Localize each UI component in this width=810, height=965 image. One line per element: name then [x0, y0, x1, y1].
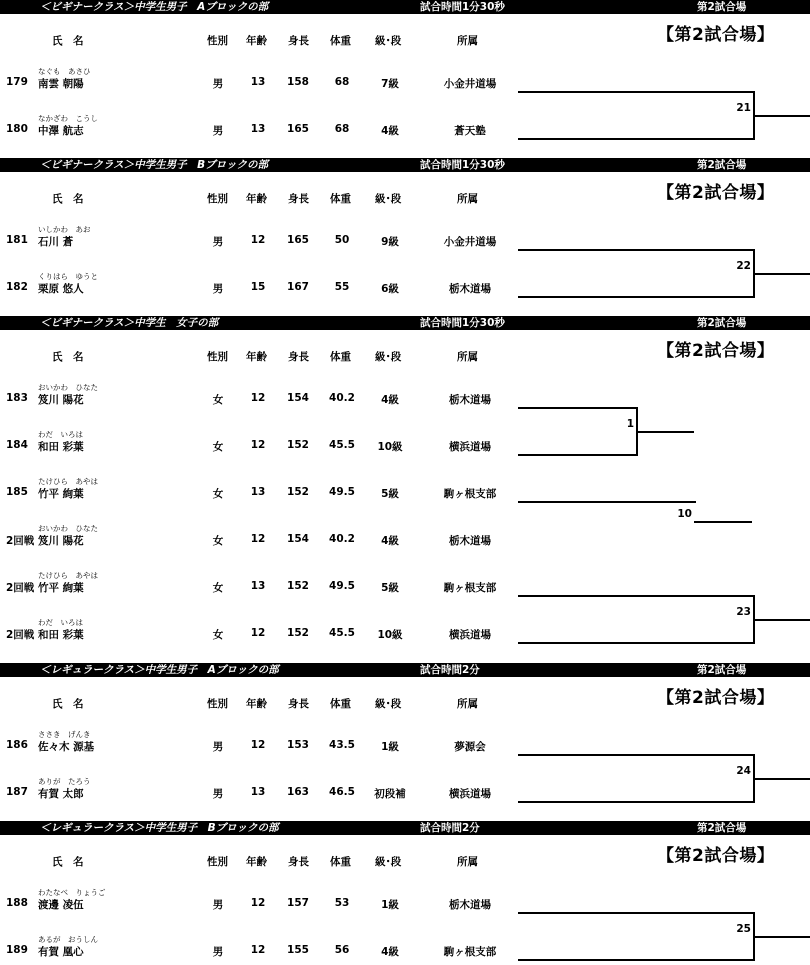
column-header-name: 氏 名	[52, 351, 84, 363]
match-number: 25	[736, 923, 751, 935]
competitor-name: 有賀 凰心	[38, 946, 84, 958]
division-class-label: ＜ビギナークラス＞中学生 女子の部	[40, 317, 219, 329]
match-number: 24	[736, 765, 751, 777]
competitor-rank: 1級	[381, 741, 399, 753]
column-header-name: 氏 名	[52, 856, 84, 868]
column-header-height: 身長	[288, 193, 309, 205]
name-reading: なぐも あさひ	[38, 67, 91, 76]
competitor-name: 竹平 絢葉	[38, 488, 84, 500]
competitor-rank: 10級	[377, 629, 403, 641]
entry-number: 180	[6, 123, 28, 135]
competitor-weight: 46.5	[329, 786, 355, 798]
venue-title: 【第2試合場】	[657, 183, 775, 203]
competitor-age: 12	[250, 739, 266, 751]
competitor-height: 158	[287, 76, 309, 88]
competitor-rank: 4級	[381, 946, 399, 958]
competitor-name: 和田 彩葉	[38, 441, 84, 453]
match-time-label: 試合時間1分30秒	[420, 159, 505, 171]
name-reading: あるが おうしん	[38, 935, 98, 944]
column-header-age: 年齢	[246, 698, 267, 710]
division-class-label: ＜レギュラークラス＞中学生男子 Aブロックの部	[40, 664, 279, 676]
competitor-weight: 40.2	[329, 533, 355, 545]
competitor-age: 13	[250, 123, 266, 135]
competitor-gender: 女	[212, 582, 224, 594]
arena-label: 第2試合場	[697, 822, 747, 834]
bracket-line	[518, 595, 755, 597]
bracket-line	[753, 778, 810, 780]
bracket-line	[518, 138, 755, 140]
division-header-bar	[0, 663, 810, 677]
entry-number: 187	[6, 786, 28, 798]
division-header-bar	[0, 821, 810, 835]
competitor-rank: 初段補	[374, 788, 406, 800]
venue-title: 【第2試合場】	[657, 846, 775, 866]
column-header-gender: 性別	[207, 35, 228, 47]
competitor-weight: 68	[334, 123, 350, 135]
competitor-height: 165	[287, 123, 309, 135]
competitor-height: 153	[287, 739, 309, 751]
column-header-name: 氏 名	[52, 193, 84, 205]
competitor-height: 152	[287, 580, 309, 592]
competitor-name: 栗原 悠人	[38, 283, 84, 295]
competitor-rank: 5級	[381, 582, 399, 594]
column-header-affiliation: 所属	[457, 351, 478, 363]
arena-label: 第2試合場	[697, 664, 747, 676]
competitor-age: 15	[250, 281, 266, 293]
entry-number: 2回戦	[6, 535, 35, 547]
match-time-label: 試合時間2分	[420, 822, 480, 834]
competitor-height: 152	[287, 627, 309, 639]
competitor-rank: 4級	[381, 125, 399, 137]
competitor-weight: 49.5	[329, 580, 355, 592]
competitor-gender: 女	[212, 629, 224, 641]
column-header-height: 身長	[288, 856, 309, 868]
competitor-age: 12	[250, 627, 266, 639]
competitor-gender: 男	[212, 946, 224, 958]
competitor-name: 佐々木 源基	[38, 741, 95, 753]
column-header-rank: 級･段	[375, 35, 402, 47]
competitor-affiliation: 栃木道場	[449, 394, 491, 406]
competitor-weight: 50	[334, 234, 350, 246]
competitor-age: 12	[250, 533, 266, 545]
competitor-name: 中澤 航志	[38, 125, 84, 137]
competitor-name: 有賀 太郎	[38, 788, 84, 800]
bracket-line	[636, 431, 694, 433]
column-header-age: 年齢	[246, 351, 267, 363]
match-number: 21	[736, 102, 751, 114]
competitor-affiliation: 駒ヶ根支部	[443, 946, 497, 958]
bracket-line	[753, 619, 810, 621]
bracket-line	[753, 936, 810, 938]
competitor-rank: 9級	[381, 236, 399, 248]
entry-number: 184	[6, 439, 28, 451]
competitor-age: 12	[250, 897, 266, 909]
bracket-line	[518, 91, 755, 93]
entry-number: 189	[6, 944, 28, 956]
column-header-name: 氏 名	[52, 698, 84, 710]
competitor-affiliation: 横浜道場	[449, 788, 491, 800]
column-header-weight: 体重	[330, 193, 351, 205]
competitor-rank: 10級	[377, 441, 403, 453]
competitor-affiliation: 栃木道場	[449, 899, 491, 911]
competitor-gender: 男	[212, 125, 224, 137]
bracket-line	[518, 801, 755, 803]
competitor-rank: 6級	[381, 283, 399, 295]
competitor-affiliation: 横浜道場	[449, 441, 491, 453]
bracket-line	[518, 959, 755, 961]
competitor-weight: 55	[334, 281, 350, 293]
entry-number: 179	[6, 76, 28, 88]
competitor-gender: 男	[212, 283, 224, 295]
entry-number: 183	[6, 392, 28, 404]
column-header-name: 氏 名	[52, 35, 84, 47]
competitor-height: 154	[287, 533, 309, 545]
name-reading: わだ いろは	[38, 618, 83, 627]
competitor-gender: 女	[212, 535, 224, 547]
competitor-affiliation: 蒼天塾	[454, 125, 486, 137]
competitor-affiliation: 駒ヶ根支部	[443, 582, 497, 594]
competitor-name: 石川 蒼	[38, 236, 74, 248]
competitor-gender: 男	[212, 78, 224, 90]
division-class-label: ＜レギュラークラス＞中学生男子 Bブロックの部	[40, 822, 279, 834]
competitor-weight: 40.2	[329, 392, 355, 404]
competitor-height: 155	[287, 944, 309, 956]
competitor-height: 167	[287, 281, 309, 293]
competitor-gender: 女	[212, 441, 224, 453]
name-reading: いしかわ あお	[38, 225, 91, 234]
bracket-line	[518, 454, 638, 456]
column-header-affiliation: 所属	[457, 698, 478, 710]
name-reading: たけひら あやは	[38, 571, 98, 580]
entry-number: 2回戦	[6, 582, 35, 594]
competitor-height: 152	[287, 439, 309, 451]
column-header-age: 年齢	[246, 35, 267, 47]
name-reading: ささき げんき	[38, 730, 91, 739]
competitor-age: 12	[250, 439, 266, 451]
competitor-height: 165	[287, 234, 309, 246]
column-header-rank: 級･段	[375, 698, 402, 710]
division-header-bar	[0, 0, 810, 14]
competitor-weight: 53	[334, 897, 350, 909]
competitor-affiliation: 横浜道場	[449, 629, 491, 641]
division-class-label: ＜ビギナークラス＞中学生男子 Bブロックの部	[40, 159, 268, 171]
name-reading: なかざわ こうし	[38, 114, 98, 123]
column-header-weight: 体重	[330, 698, 351, 710]
competitor-name: 南雲 朝陽	[38, 78, 84, 90]
competitor-name: 渡邊 凌伍	[38, 899, 84, 911]
bracket-line	[518, 407, 638, 409]
column-header-weight: 体重	[330, 856, 351, 868]
division-class-label: ＜ビギナークラス＞中学生男子 Aブロックの部	[40, 1, 269, 13]
competitor-affiliation: 夢源会	[454, 741, 486, 753]
bracket-line	[518, 754, 755, 756]
column-header-affiliation: 所属	[457, 856, 478, 868]
column-header-height: 身長	[288, 35, 309, 47]
entry-number: 185	[6, 486, 28, 498]
competitor-rank: 7級	[381, 78, 399, 90]
venue-title: 【第2試合場】	[657, 688, 775, 708]
competitor-gender: 男	[212, 741, 224, 753]
entry-number: 186	[6, 739, 28, 751]
competitor-height: 157	[287, 897, 309, 909]
bracket-line	[518, 642, 755, 644]
name-reading: ありが たろう	[38, 777, 91, 786]
competitor-affiliation: 栃木道場	[449, 535, 491, 547]
competitor-rank: 4級	[381, 535, 399, 547]
match-time-label: 試合時間1分30秒	[420, 1, 505, 13]
competitor-name: 和田 彩葉	[38, 629, 84, 641]
column-header-weight: 体重	[330, 35, 351, 47]
venue-title: 【第2試合場】	[657, 25, 775, 45]
competitor-weight: 43.5	[329, 739, 355, 751]
match-time-label: 試合時間1分30秒	[420, 317, 505, 329]
division-header-bar	[0, 158, 810, 172]
competitor-rank: 4級	[381, 394, 399, 406]
arena-label: 第2試合場	[697, 159, 747, 171]
entry-number: 181	[6, 234, 28, 246]
column-header-gender: 性別	[207, 351, 228, 363]
division-header-bar	[0, 316, 810, 330]
competitor-affiliation: 駒ヶ根支部	[443, 488, 497, 500]
competitor-weight: 45.5	[329, 627, 355, 639]
column-header-age: 年齢	[246, 193, 267, 205]
name-reading: おいかわ ひなた	[38, 383, 98, 392]
competitor-affiliation: 小金井道場	[443, 236, 497, 248]
name-reading: わたなべ りょうご	[38, 888, 106, 897]
match-number: 23	[736, 606, 751, 618]
competitor-age: 12	[250, 944, 266, 956]
bracket-line	[518, 249, 755, 251]
competitor-age: 12	[250, 234, 266, 246]
arena-label: 第2試合場	[697, 1, 747, 13]
arena-label: 第2試合場	[697, 317, 747, 329]
competitor-gender: 男	[212, 899, 224, 911]
competitor-age: 13	[250, 786, 266, 798]
competitor-height: 152	[287, 486, 309, 498]
competitor-gender: 男	[212, 788, 224, 800]
column-header-rank: 級･段	[375, 856, 402, 868]
name-reading: おいかわ ひなた	[38, 524, 98, 533]
match-number: 22	[736, 260, 751, 272]
competitor-gender: 女	[212, 488, 224, 500]
bracket-line	[753, 115, 810, 117]
competitor-affiliation: 小金井道場	[443, 78, 497, 90]
column-header-rank: 級･段	[375, 351, 402, 363]
competitor-rank: 5級	[381, 488, 399, 500]
bracket-line	[694, 521, 752, 523]
competitor-gender: 女	[212, 394, 224, 406]
match-number: 10	[677, 508, 692, 520]
column-header-height: 身長	[288, 351, 309, 363]
match-time-label: 試合時間2分	[420, 664, 480, 676]
bracket-line	[518, 296, 755, 298]
bracket-line	[753, 273, 810, 275]
competitor-weight: 45.5	[329, 439, 355, 451]
column-header-rank: 級･段	[375, 193, 402, 205]
entry-number: 182	[6, 281, 28, 293]
bracket-line	[518, 501, 519, 502]
name-reading: くりはら ゆうと	[38, 272, 98, 281]
entry-number: 2回戦	[6, 629, 35, 641]
column-header-affiliation: 所属	[457, 193, 478, 205]
competitor-height: 163	[287, 786, 309, 798]
competitor-height: 154	[287, 392, 309, 404]
column-header-age: 年齢	[246, 856, 267, 868]
name-reading: わだ いろは	[38, 430, 83, 439]
bracket-line	[518, 912, 755, 914]
name-reading: たけひら あやは	[38, 477, 98, 486]
match-number: 1	[626, 418, 634, 430]
competitor-affiliation: 栃木道場	[449, 283, 491, 295]
competitor-name: 竹平 絢葉	[38, 582, 84, 594]
competitor-rank: 1級	[381, 899, 399, 911]
bracket-line	[518, 501, 696, 503]
competitor-gender: 男	[212, 236, 224, 248]
column-header-height: 身長	[288, 698, 309, 710]
competitor-weight: 49.5	[329, 486, 355, 498]
competitor-age: 13	[250, 580, 266, 592]
competitor-age: 13	[250, 76, 266, 88]
entry-number: 188	[6, 897, 28, 909]
column-header-affiliation: 所属	[457, 35, 478, 47]
competitor-weight: 56	[334, 944, 350, 956]
column-header-gender: 性別	[207, 193, 228, 205]
competitor-weight: 68	[334, 76, 350, 88]
competitor-age: 13	[250, 486, 266, 498]
column-header-gender: 性別	[207, 856, 228, 868]
competitor-age: 12	[250, 392, 266, 404]
column-header-weight: 体重	[330, 351, 351, 363]
column-header-gender: 性別	[207, 698, 228, 710]
competitor-name: 笈川 陽花	[38, 535, 84, 547]
competitor-name: 笈川 陽花	[38, 394, 84, 406]
venue-title: 【第2試合場】	[657, 341, 775, 361]
